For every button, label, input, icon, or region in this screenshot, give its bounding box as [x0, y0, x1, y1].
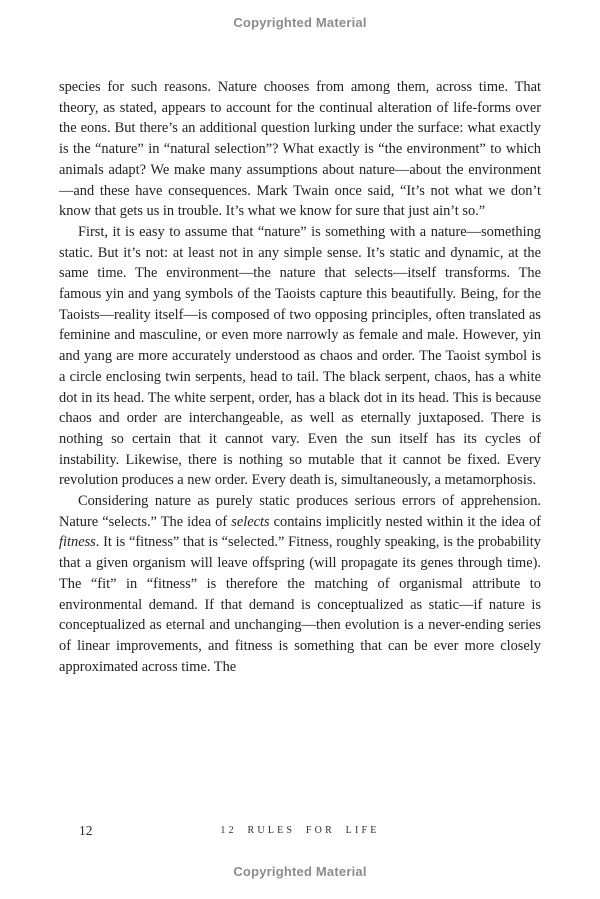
- text-run: Considering nature as purely static produces serious errors of apprehension. Nature “selects.” The idea of: [59, 493, 541, 530]
- text-run: contains implicitly nested within it the idea of: [269, 513, 541, 530]
- copyright-notice-top: Copyrighted Material: [233, 15, 367, 30]
- page-number: 12: [79, 823, 93, 838]
- running-title: 12 RULES FOR LIFE: [220, 825, 380, 836]
- text-run: . It is “fitness” that is “selected.” Fitness, roughly speaking, is the probability that a given organism will leave offspring (will propagate its genes through time). The “fit” in “fitness” is therefore the matching of organismal attribute to environmental demand. If that demand is conceptualized as static—if nature is conceptualized as eternal and unchanging—then evolution is a never-ending series of linear improvements, and fitness is something that can be ever more closely approximated across time. The: [59, 534, 541, 675]
- paragraph: [59, 77, 541, 222]
- paragraph: [59, 491, 541, 677]
- italic-text-run: selects: [231, 513, 270, 530]
- text-run: First, it is easy to assume that “nature” is something with a nature—something static. But it’s not: at least not in any simple sense. It’s static and dynamic, at the same time. The environment—the nature that selects—itself transforms. The famous yin and yang symbols of the Taoists capture this beautifully. Being, for the Taoists—reality itself—is composed of two opposing principles, often translated as feminine and masculine, or even more narrowly as female and male. However, yin and yang are more accurately understood as chaos and order. The Taoist symbol is a circle enclosing twin serpents, head to tail. The black serpent, chaos, has a white dot in its head. The white serpent, order, has a black dot in its head. This is because chaos and order are interchangeable, as well as eternally juxtaposed. There is nothing so certain that it cannot vary. Even the sun itself has its cycles of instability. Likewise, there is nothing so mutable that it cannot be fixed. Every revolution produces a new order. Every death is, simultaneously, a metamorphosis.: [59, 223, 541, 489]
- page-footer: [0, 822, 600, 840]
- page-body-text: [59, 77, 541, 677]
- text-run: species for such reasons. Nature chooses from among them, across time. That theory, as stated, appears to account for the continual alteration of life-forms over the eons. But there’s an additional question lurking under the surface: what exactly is the “nature” in “natural selection”? What exactly is “the environment” to which animals adapt? We make many assumptions about nature—about the environment—and these have consequences. Mark Twain once said, “It’s not what we don’t know that gets us in trouble. It’s what we know for sure that just ain’t so.”: [59, 79, 541, 220]
- paragraph: [59, 222, 541, 491]
- copyright-notice-bottom: Copyrighted Material: [233, 864, 367, 879]
- italic-text-run: fitness: [59, 534, 96, 551]
